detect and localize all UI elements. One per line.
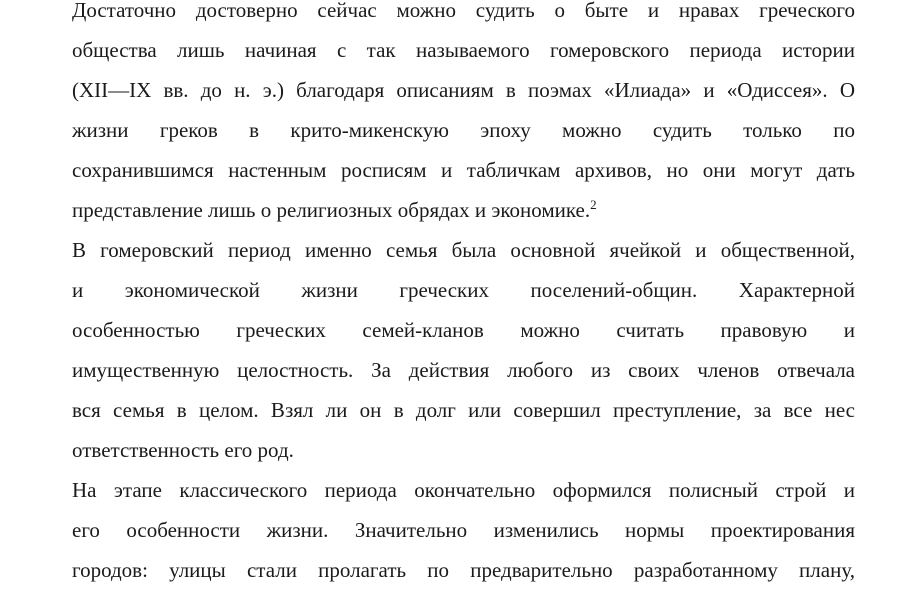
text-line: (XII—IX вв. до н. э.) благодаря описаниям в поэмах «Илиада» и «Одиссея». О [72, 78, 855, 102]
text-line: и экономической жизни греческих поселений-общин. Характерной [72, 278, 855, 302]
text-line: Достаточно достоверно сейчас можно судить о быте и нравах греческого [72, 0, 855, 22]
text-line: общества лишь начиная с так называемого гомеровского периода истории [72, 38, 855, 62]
text-line: В гомеровский период именно семья была основной ячейкой и общественной, [72, 238, 855, 262]
text-line: ответственность его род. [72, 438, 294, 462]
text-line: особенностью греческих семей-кланов можно считать правовую и [72, 318, 855, 342]
text-line: городов: улицы стали пролагать по предварительно разработанному плану, [72, 558, 855, 582]
text-line: сохранившимся настенным росписям и табличкам архивов, но они могут дать [72, 158, 855, 182]
footnote-reference[interactable]: 2 [590, 197, 597, 212]
text-line: На этапе классического периода окончательно оформился полисный строй и [72, 478, 855, 502]
text-line-with-footnote [72, 190, 855, 230]
text-line: вся семья в целом. Взял ли он в долг или совершил преступление, за все нес [72, 398, 855, 422]
text-line-content: представление лишь о религиозных обрядах и экономике. [72, 198, 591, 222]
document-page [72, 0, 855, 590]
text-line: имущественную целостность. За действия любого из своих членов отвечала [72, 358, 855, 382]
text-line: его особенности жизни. Значительно изменились нормы проектирования [72, 518, 855, 542]
text-line: жизни греков в крито-микенскую эпоху можно судить только по [72, 118, 855, 142]
